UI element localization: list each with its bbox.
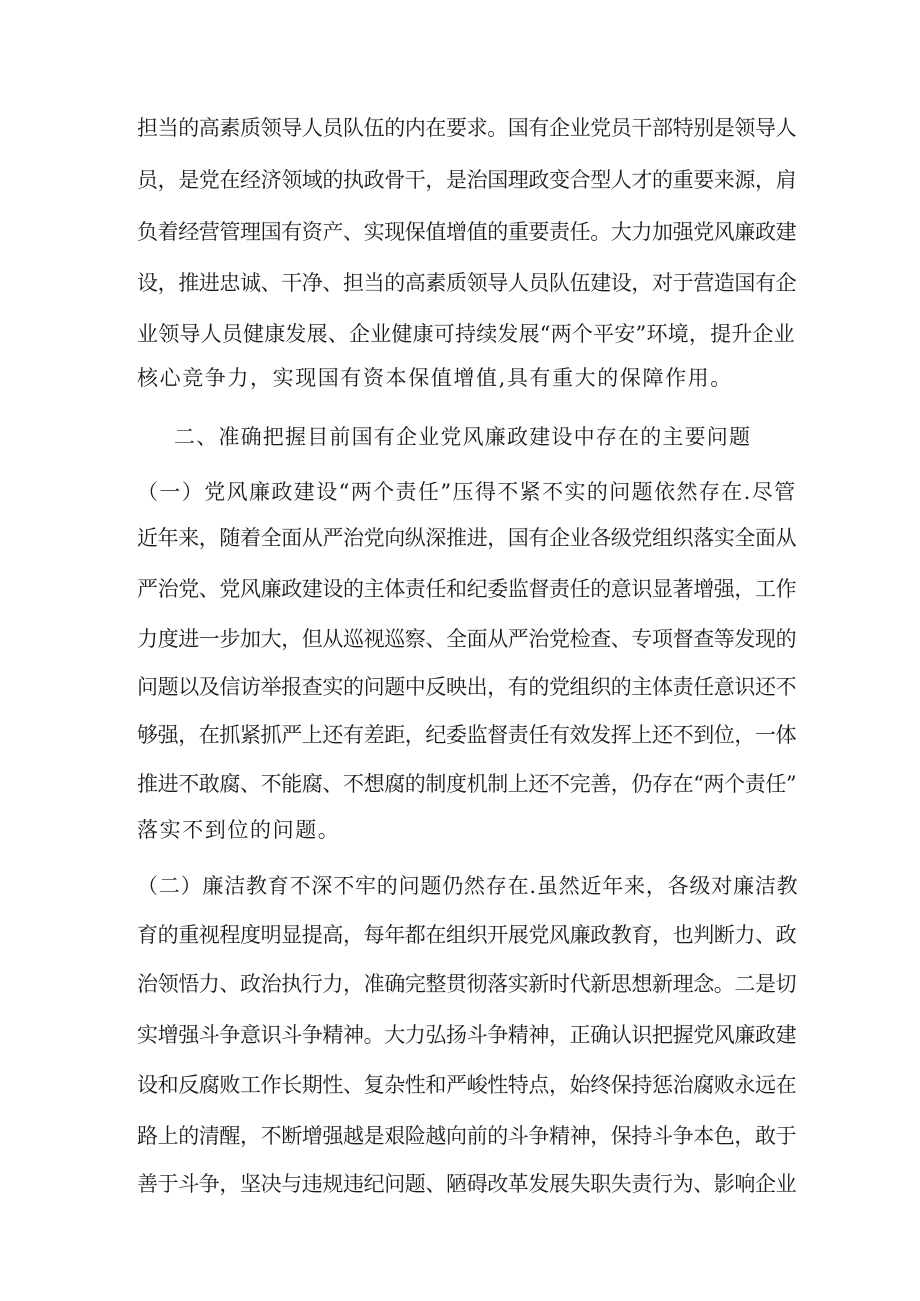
paragraph-2-line-7: 推进不敢腐、不能腐、不想腐的制度机制上还不完善，仍存在“两个责任” xyxy=(137,772,797,796)
paragraph-3-line-7: 善于斗争，坚决与违规违纪问题、陋碍改革发展失职失责行为、影响企业 xyxy=(137,1172,797,1196)
paragraph-1-line-6: 核心竞争力，实现国有资本保值增值,具有重大的保障作用。 xyxy=(137,366,733,390)
paragraph-2-line-8: 落实不到位的问题。 xyxy=(137,818,341,842)
paragraph-3-line-1: （二）廉洁教育不深不牢的问题仍然存在.虽然近年来，各级对廉洁教 xyxy=(137,874,799,898)
paragraph-3-line-6: 路上的清醒，不断增强越是艰险越向前的斗争精神，保持斗争本色，敢于 xyxy=(137,1124,797,1148)
paragraph-2-line-3: 严治党、党风廉政建设的主体责任和纪委监督责任的意识显著增强，工作 xyxy=(137,577,797,601)
paragraph-2-line-1: （一）党风廉政建设“两个责任”压得不紧不实的问题依然存在.尽管 xyxy=(137,480,797,504)
paragraph-1-line-3: 负着经营管理国有资产、实现保值增值的重要责任。大力加强党风廉政建 xyxy=(137,220,797,244)
paragraph-1-line-2: 员，是党在经济领域的执政骨干，是治国理政变合型人才的重要来源，肩 xyxy=(137,168,797,192)
paragraph-1-line-5: 业领导人员健康发展、企业健康可持续发展“两个平安”环境，提升企业 xyxy=(137,322,795,346)
paragraph-2-line-6: 够强，在抓紧抓严上还有差距，纪委监督责任有效发挥上还不到位，一体 xyxy=(137,723,797,747)
paragraph-1-line-1: 担当的高素质领导人员队伍的内在要求。国有企业党员干部特别是领导人 xyxy=(137,116,797,140)
paragraph-2-line-4: 力度进一步加大，但从巡视巡察、全面从严治党检查、专项督查等发现的 xyxy=(137,627,797,651)
paragraph-3-line-5: 设和反腐败工作长期性、复杂性和严峻性特点，始终保持惩治腐败永远在 xyxy=(137,1073,797,1097)
paragraph-3-line-2: 育的重视程度明显提高，每年都在组织开展党风廉政教育，也判断力、政 xyxy=(137,923,797,947)
paragraph-3-line-3: 治领悟力、政治执行力，准确完整贯彻落实新时代新思想新理念。二是切 xyxy=(137,972,797,996)
paragraph-2-line-2: 近年来，随着全面从严治党向纵深推进，国有企业各级党组织落实全面从 xyxy=(137,526,797,550)
section-heading: 二、准确把握目前国有企业党风廉政建设中存在的主要问题 xyxy=(174,425,752,449)
paragraph-2-line-5: 问题以及信访举报查实的问题中反映出，有的党组织的主体责任意识还不 xyxy=(137,675,797,699)
paragraph-1-line-4: 设，推进忠诚、干净、担当的高素质领导人员队伍建设，对于营造国有企 xyxy=(137,271,797,295)
paragraph-3-line-4: 实增强斗争意识斗争精神。大力弘扬斗争精神，正确认识把握党风廉政建 xyxy=(137,1023,797,1047)
